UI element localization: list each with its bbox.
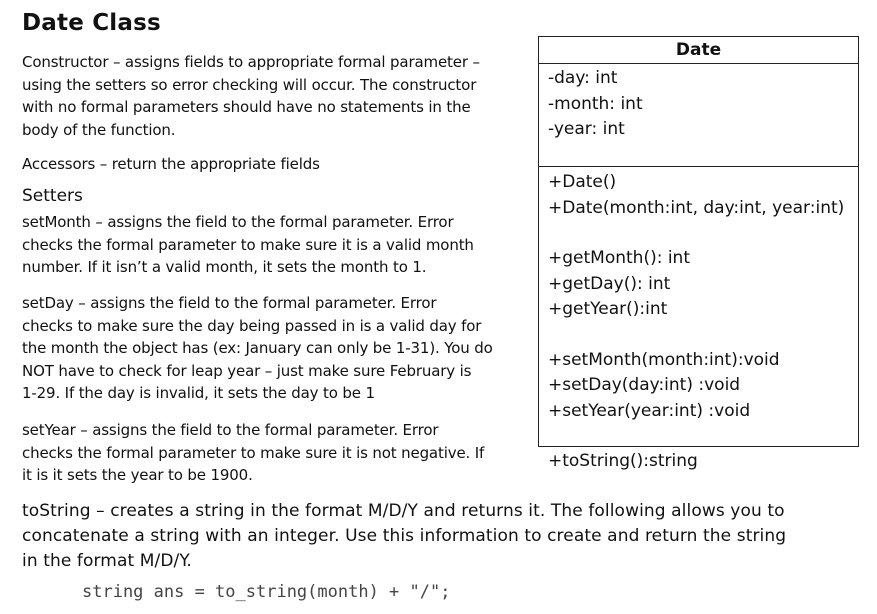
set-year-paragraph bbox=[22, 419, 530, 487]
uml-field: -month: int bbox=[548, 93, 643, 114]
uml-class-diagram bbox=[538, 36, 859, 471]
text-line: body of the function. bbox=[22, 120, 176, 139]
uml-field: -day: int bbox=[548, 68, 618, 88]
uml-field: -year: int bbox=[548, 119, 625, 139]
text-line: in the format M/D/Y. bbox=[22, 551, 192, 571]
text-line: toString – creates a string in the format M/D/Y and returns it. The following allows you to bbox=[22, 501, 785, 521]
uml-method: +Date(month:int, day:int, year:int) bbox=[548, 197, 845, 218]
spacer bbox=[548, 323, 858, 348]
text-line: checks the formal parameter to make sure it is a valid month bbox=[22, 235, 474, 254]
text-line: setYear – assigns the field to the formal parameter. Error bbox=[22, 421, 439, 439]
set-month-paragraph bbox=[22, 211, 530, 279]
text-line: Accessors – return the appropriate fields bbox=[22, 155, 320, 173]
text-line: setDay – assigns the field to the formal parameter. Error bbox=[22, 294, 437, 312]
constructor-paragraph bbox=[22, 51, 530, 141]
setters-heading: Setters bbox=[22, 186, 83, 206]
set-day-paragraph bbox=[22, 292, 530, 405]
to-string-paragraph bbox=[22, 499, 786, 574]
text-line: checks the formal parameter to make sure it is not negative. If bbox=[22, 443, 485, 462]
accessors-paragraph bbox=[22, 153, 530, 176]
text-line: number. If it isn’t a valid month, it sets the month to 1. bbox=[22, 258, 427, 277]
uml-fields-section bbox=[539, 64, 858, 167]
uml-method: +getDay(): int bbox=[548, 273, 671, 294]
text-line: concatenate a string with an integer. Use this information to create and return the string bbox=[22, 526, 787, 546]
text-line: with no formal parameters should have no statements in the bbox=[22, 98, 471, 117]
text-line: 1-29. If the day is invalid, it sets the day to be 1 bbox=[22, 384, 375, 403]
uml-method: +setMonth(month:int):void bbox=[548, 349, 780, 370]
text-line: the month the object has (ex: January can only be 1-31). You do bbox=[22, 339, 493, 358]
text-line: setMonth – assigns the field to the formal parameter. Error bbox=[22, 213, 454, 231]
page-title: Date Class bbox=[22, 10, 161, 36]
spacer bbox=[548, 424, 858, 449]
uml-method: +Date() bbox=[548, 172, 617, 192]
text-line: Constructor – assigns fields to appropriate formal parameter – bbox=[22, 53, 480, 71]
text-line: using the setters so error checking will occur. The constructor bbox=[22, 75, 477, 94]
uml-method: +setDay(day:int) :void bbox=[548, 375, 741, 395]
text-line: checks to make sure the day being passed in is a valid day for bbox=[22, 316, 482, 335]
uml-class-name: Date bbox=[539, 37, 858, 64]
code-snippet: string ans = to_string(month) + "/"; bbox=[82, 582, 451, 602]
text-line: NOT have to check for leap year – just make sure February is bbox=[22, 361, 472, 380]
uml-method: +getMonth(): int bbox=[548, 248, 691, 268]
uml-method: +setYear(year:int) :void bbox=[548, 400, 751, 421]
uml-method: +toString():string bbox=[548, 451, 698, 471]
uml-methods-section bbox=[539, 167, 858, 475]
uml-method: +getYear():int bbox=[548, 299, 668, 319]
text-line: it is it sets the year to be 1900. bbox=[22, 466, 253, 485]
spacer bbox=[548, 221, 858, 246]
